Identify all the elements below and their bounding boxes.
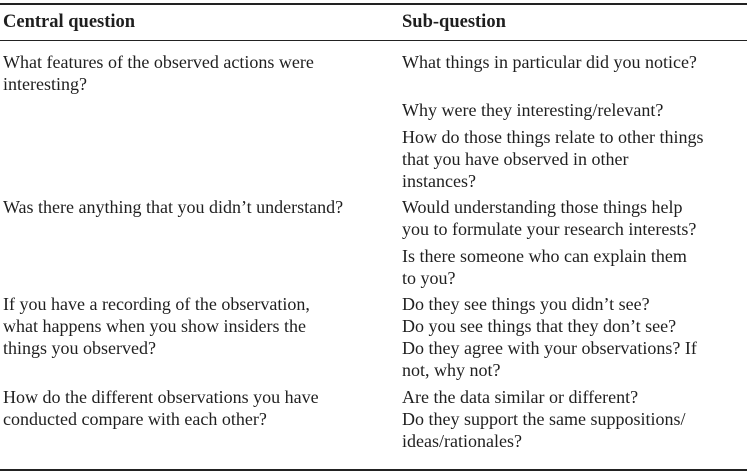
sub-question-text: instances?: [402, 171, 476, 191]
sub-question-text: ideas/rationales?: [402, 431, 522, 451]
table-header-rule: [0, 40, 747, 41]
sub-question-text: Do they agree with your observations? If: [402, 338, 697, 358]
sub-question-text: you to formulate your research interests?: [402, 219, 697, 239]
sub-question-text: Are the data similar or different?: [402, 387, 639, 407]
table-bottom-rule: [0, 469, 747, 471]
central-question-text: what happens when you show insiders the: [3, 316, 306, 336]
sub-question-text: Is there someone who can explain them: [402, 246, 687, 266]
sub-question-text: that you have observed in other: [402, 149, 629, 169]
sub-question-text: to you?: [402, 268, 456, 288]
central-question-text: How do the different observations you have: [3, 387, 319, 407]
sub-question-text: Do they see things you didn’t see?: [402, 294, 650, 314]
central-question-text: conducted compare with each other?: [3, 409, 267, 429]
sub-question-text: What things in particular did you notice?: [402, 52, 697, 72]
sub-question-text: Why were they interesting/relevant?: [402, 100, 664, 120]
sub-question-text: How do those things relate to other things: [402, 127, 704, 147]
header-sub-question: Sub-question: [402, 12, 506, 32]
sub-question-text: not, why not?: [402, 360, 501, 380]
central-question-text: things you observed?: [3, 338, 156, 358]
central-question-text: If you have a recording of the observation,: [3, 294, 310, 314]
central-question-text: interesting?: [3, 74, 87, 94]
header-central-question: Central question: [3, 12, 136, 32]
table-top-rule: [0, 3, 747, 5]
sub-question-text: Do they support the same suppositions/: [402, 409, 686, 429]
central-question-text: Was there anything that you didn’t understand?: [3, 197, 344, 217]
sub-question-text: Do you see things that they don’t see?: [402, 316, 677, 336]
sub-question-text: Would understanding those things help: [402, 197, 683, 217]
central-question-text: What features of the observed actions were: [3, 52, 314, 72]
